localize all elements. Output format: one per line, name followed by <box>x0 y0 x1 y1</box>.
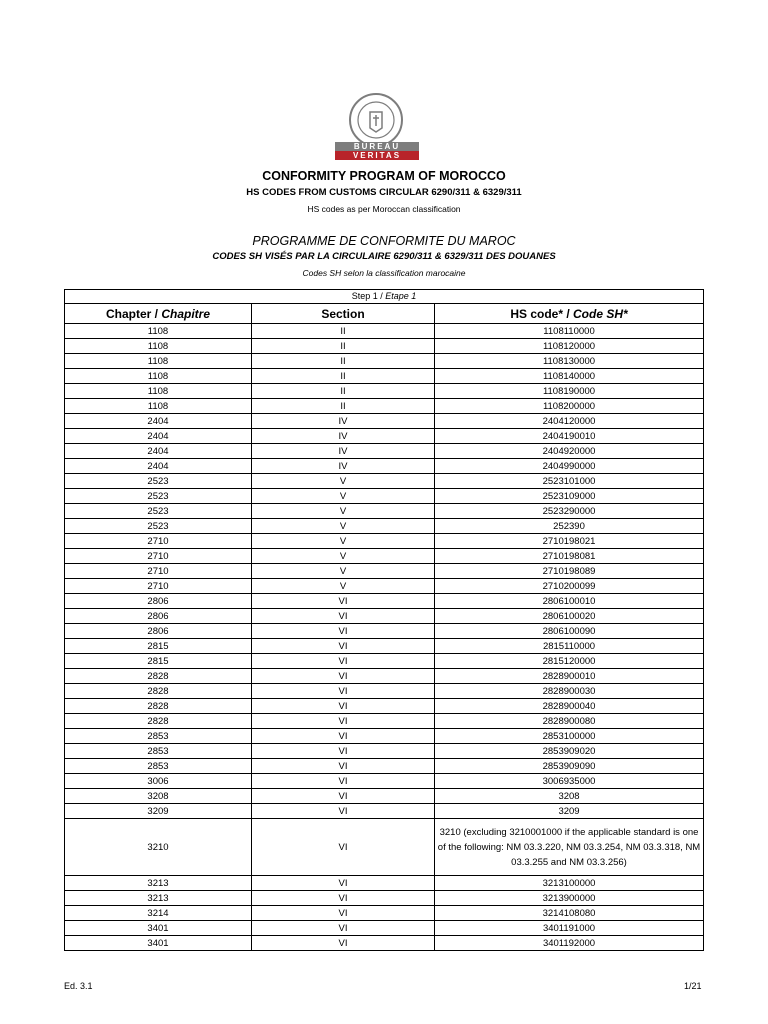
section-cell: VI <box>252 921 435 936</box>
hs-code-cell: 2404120000 <box>435 414 704 429</box>
table-row <box>65 399 704 414</box>
chapter-cell: 3209 <box>65 804 252 819</box>
table-row <box>65 534 704 549</box>
hs-code-cell: 3006935000 <box>435 774 704 789</box>
section-cell: V <box>252 504 435 519</box>
hs-code-cell: 2404990000 <box>435 459 704 474</box>
hs-code-cell: 3401192000 <box>435 936 704 951</box>
chapter-cell: 1108 <box>65 384 252 399</box>
hs-code-cell: 2853100000 <box>435 729 704 744</box>
table-row <box>65 564 704 579</box>
chapter-cell: 2710 <box>65 564 252 579</box>
section-cell: VI <box>252 714 435 729</box>
chapter-cell: 1108 <box>65 339 252 354</box>
chapter-cell: 3006 <box>65 774 252 789</box>
chapter-cell: 2710 <box>65 534 252 549</box>
section-cell: V <box>252 564 435 579</box>
chapter-cell: 2404 <box>65 444 252 459</box>
section-cell: VI <box>252 759 435 774</box>
table-row <box>65 669 704 684</box>
table-row <box>65 609 704 624</box>
section-cell: VI <box>252 804 435 819</box>
chapter-cell: 3210 <box>65 819 252 876</box>
section-cell: VI <box>252 744 435 759</box>
table-row <box>65 519 704 534</box>
chapter-cell: 2710 <box>65 579 252 594</box>
logo-brand-line1: BUREAU <box>335 142 419 151</box>
chapter-cell: 2815 <box>65 639 252 654</box>
chapter-cell: 2853 <box>65 759 252 774</box>
table-row <box>65 474 704 489</box>
table-row <box>65 906 704 921</box>
subtitle-fr: CODES SH VISÉS PAR LA CIRCULAIRE 6290/311 & 6329/311 DES DOUANES <box>212 251 556 262</box>
table-row <box>65 429 704 444</box>
table-row <box>65 684 704 699</box>
table-row <box>65 699 704 714</box>
section-cell: II <box>252 369 435 384</box>
table-row <box>65 714 704 729</box>
title-en: CONFORMITY PROGRAM OF MOROCCO <box>262 169 506 183</box>
step-label: Step 1 / Etape 1 <box>65 290 704 304</box>
chapter-cell: 1108 <box>65 399 252 414</box>
chapter-cell: 2828 <box>65 714 252 729</box>
table-row <box>65 819 704 876</box>
section-cell: VI <box>252 639 435 654</box>
table-row <box>65 744 704 759</box>
table-row <box>65 354 704 369</box>
chapter-cell: 2828 <box>65 684 252 699</box>
section-cell: VI <box>252 729 435 744</box>
table-body <box>65 324 704 951</box>
hs-code-cell: 2404190010 <box>435 429 704 444</box>
hs-code-cell: 2828900040 <box>435 699 704 714</box>
table-row <box>65 444 704 459</box>
chapter-cell: 2404 <box>65 459 252 474</box>
hs-code-cell: 2806100020 <box>435 609 704 624</box>
table-row <box>65 459 704 474</box>
chapter-cell: 2853 <box>65 729 252 744</box>
hs-code-cell: 3208 <box>435 789 704 804</box>
chapter-cell: 1108 <box>65 369 252 384</box>
hs-code-cell: 2806100090 <box>435 624 704 639</box>
hs-code-cell: 1108140000 <box>435 369 704 384</box>
logo-brand-line2: VERITAS <box>335 151 419 160</box>
section-cell: VI <box>252 789 435 804</box>
table-row <box>65 936 704 951</box>
edition-label: Ed. 3.1 <box>64 981 93 991</box>
table-row <box>65 414 704 429</box>
subtitle-en: HS CODES FROM CUSTOMS CIRCULAR 6290/311 & 6329/311 <box>246 187 522 198</box>
hs-code-cell: 2853909020 <box>435 744 704 759</box>
section-cell: II <box>252 384 435 399</box>
table-row <box>65 921 704 936</box>
table-row <box>65 579 704 594</box>
hs-codes-table <box>64 289 704 951</box>
section-cell: V <box>252 519 435 534</box>
chapter-cell: 2523 <box>65 519 252 534</box>
hs-code-cell: 2710200099 <box>435 579 704 594</box>
table-row <box>65 549 704 564</box>
section-cell: V <box>252 579 435 594</box>
hs-code-cell: 3210 (excluding 3210001000 if the applicable standard is one of the following: NM 03.3.220, NM 03.3.254, NM 03.3.318, NM 03.3.255 and NM 03.3.256) <box>435 819 704 876</box>
section-cell: VI <box>252 819 435 876</box>
hs-code-cell: 252390 <box>435 519 704 534</box>
chapter-cell: 2828 <box>65 669 252 684</box>
section-cell: IV <box>252 414 435 429</box>
section-cell: VI <box>252 876 435 891</box>
chapter-cell: 2523 <box>65 489 252 504</box>
hs-code-cell: 2710198089 <box>435 564 704 579</box>
page-number: 1/21 <box>684 981 702 991</box>
chapter-cell: 2806 <box>65 624 252 639</box>
section-cell: V <box>252 534 435 549</box>
hs-code-cell: 3214108080 <box>435 906 704 921</box>
section-cell: IV <box>252 444 435 459</box>
hs-code-cell: 1108130000 <box>435 354 704 369</box>
table-row <box>65 624 704 639</box>
chapter-cell: 2523 <box>65 474 252 489</box>
section-cell: II <box>252 354 435 369</box>
section-cell: VI <box>252 936 435 951</box>
hs-code-cell: 2828900080 <box>435 714 704 729</box>
section-cell: II <box>252 399 435 414</box>
chapter-cell: 1108 <box>65 324 252 339</box>
hs-code-cell: 2523101000 <box>435 474 704 489</box>
hs-code-cell: 3401191000 <box>435 921 704 936</box>
section-cell: VI <box>252 906 435 921</box>
hs-code-cell: 2710198081 <box>435 549 704 564</box>
section-cell: II <box>252 339 435 354</box>
table-row <box>65 384 704 399</box>
hs-code-cell: 2710198021 <box>435 534 704 549</box>
chapter-cell: 3213 <box>65 876 252 891</box>
section-cell: VI <box>252 699 435 714</box>
chapter-cell: 1108 <box>65 354 252 369</box>
hs-code-cell: 3209 <box>435 804 704 819</box>
chapter-cell: 3213 <box>65 891 252 906</box>
note-fr: Codes SH selon la classification marocaine <box>302 268 466 278</box>
table-row <box>65 804 704 819</box>
hs-code-cell: 1108110000 <box>435 324 704 339</box>
chapter-cell: 3208 <box>65 789 252 804</box>
chapter-cell: 2404 <box>65 414 252 429</box>
section-cell: IV <box>252 429 435 444</box>
section-cell: VI <box>252 684 435 699</box>
chapter-cell: 2710 <box>65 549 252 564</box>
table-row <box>65 876 704 891</box>
table-row <box>65 759 704 774</box>
hs-code-cell: 1108120000 <box>435 339 704 354</box>
hs-code-cell: 1108190000 <box>435 384 704 399</box>
chapter-cell: 3401 <box>65 921 252 936</box>
hs-code-cell: 2815120000 <box>435 654 704 669</box>
table-row <box>65 639 704 654</box>
column-header-chapter: Chapter / Chapitre <box>65 304 252 324</box>
table-row <box>65 504 704 519</box>
table-row <box>65 891 704 906</box>
section-cell: VI <box>252 594 435 609</box>
chapter-cell: 2828 <box>65 699 252 714</box>
hs-code-cell: 2828900030 <box>435 684 704 699</box>
section-cell: VI <box>252 654 435 669</box>
hs-code-cell: 1108200000 <box>435 399 704 414</box>
chapter-cell: 2404 <box>65 429 252 444</box>
hs-code-cell: 3213100000 <box>435 876 704 891</box>
chapter-cell: 3401 <box>65 936 252 951</box>
table-row <box>65 324 704 339</box>
table-row <box>65 729 704 744</box>
section-cell: VI <box>252 624 435 639</box>
section-cell: II <box>252 324 435 339</box>
section-cell: V <box>252 549 435 564</box>
hs-code-cell: 2523290000 <box>435 504 704 519</box>
hs-code-cell: 2806100010 <box>435 594 704 609</box>
chapter-cell: 2815 <box>65 654 252 669</box>
hs-code-cell: 2815110000 <box>435 639 704 654</box>
section-cell: IV <box>252 459 435 474</box>
hs-code-cell: 3213900000 <box>435 891 704 906</box>
chapter-cell: 2806 <box>65 594 252 609</box>
seal-icon <box>348 92 404 148</box>
section-cell: V <box>252 474 435 489</box>
table-row <box>65 594 704 609</box>
table-row <box>65 774 704 789</box>
section-cell: V <box>252 489 435 504</box>
table-row <box>65 654 704 669</box>
chapter-cell: 3214 <box>65 906 252 921</box>
section-cell: VI <box>252 609 435 624</box>
chapter-cell: 2523 <box>65 504 252 519</box>
table-row <box>65 789 704 804</box>
table-row <box>65 339 704 354</box>
section-cell: VI <box>252 891 435 906</box>
section-cell: VI <box>252 774 435 789</box>
table-row <box>65 369 704 384</box>
title-fr: PROGRAMME DE CONFORMITE DU MAROC <box>252 234 516 248</box>
hs-code-cell: 2523109000 <box>435 489 704 504</box>
chapter-cell: 2806 <box>65 609 252 624</box>
table-row <box>65 489 704 504</box>
note-en: HS codes as per Moroccan classification <box>307 204 461 214</box>
hs-code-cell: 2404920000 <box>435 444 704 459</box>
hs-code-cell: 2853909090 <box>435 759 704 774</box>
column-header-section: Section <box>252 304 435 324</box>
hs-code-cell: 2828900010 <box>435 669 704 684</box>
column-header-hs-code: HS code* / Code SH* <box>435 304 704 324</box>
chapter-cell: 2853 <box>65 744 252 759</box>
bureau-veritas-logo <box>335 92 419 168</box>
section-cell: VI <box>252 669 435 684</box>
